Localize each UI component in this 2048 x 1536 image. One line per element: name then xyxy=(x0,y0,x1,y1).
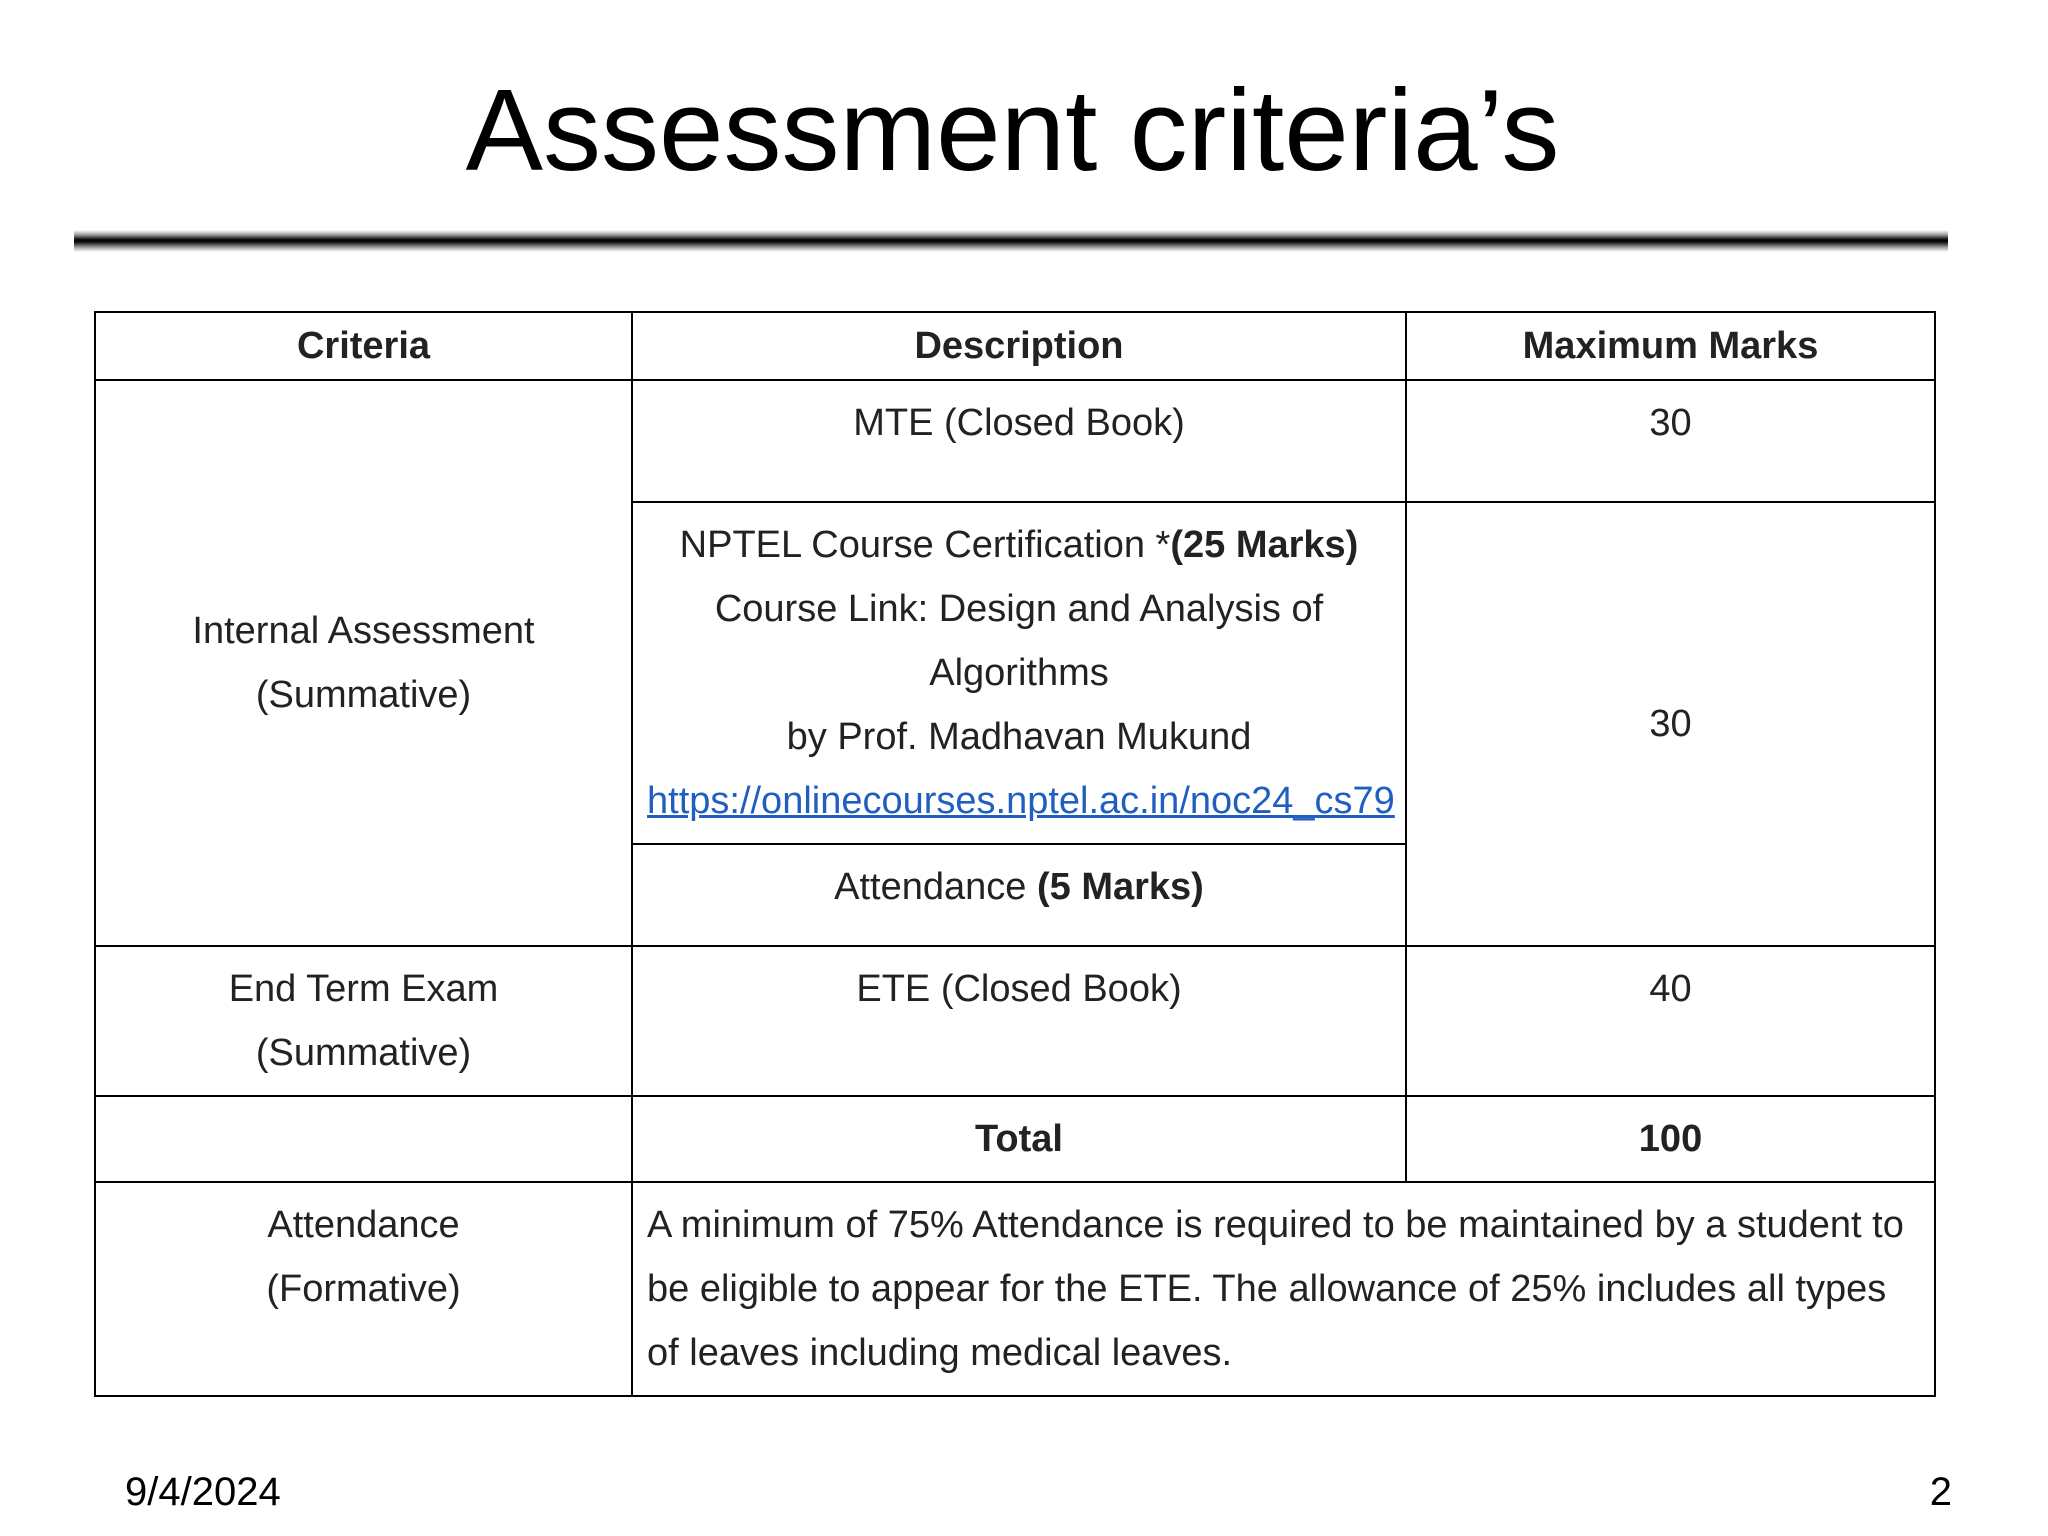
table-row-total xyxy=(95,1096,1935,1182)
total-label: Total xyxy=(632,1096,1406,1182)
title-divider xyxy=(74,230,1948,252)
nptel-course-link[interactable]: https://onlinecourses.nptel.ac.in/noc24_cs79 xyxy=(647,780,1395,822)
slide-number: 2 xyxy=(1929,1470,1952,1514)
criteria-label: Internal Assessment xyxy=(192,610,535,652)
table-row xyxy=(95,946,1935,1096)
criteria-label: End Term Exam xyxy=(228,968,499,1010)
total-marks: 100 xyxy=(1406,1096,1935,1182)
description-ete: ETE (Closed Book) xyxy=(632,946,1406,1096)
marks-mte: 30 xyxy=(1406,380,1935,502)
marks-nptel-attendance: 30 xyxy=(1406,502,1935,946)
description-mte: MTE (Closed Book) xyxy=(632,380,1406,502)
marks-ete: 40 xyxy=(1406,946,1935,1096)
description-attendance-internal xyxy=(632,844,1406,946)
description-nptel xyxy=(632,502,1406,844)
assessment-table xyxy=(94,311,1936,1397)
criteria-sublabel: (Summative) xyxy=(255,674,472,716)
criteria-end-term-exam xyxy=(95,946,632,1096)
slide-date: 9/4/2024 xyxy=(125,1470,281,1514)
attendance-marks-note: (5 Marks) xyxy=(1036,866,1204,908)
criteria-attendance-formative xyxy=(95,1182,632,1396)
slide-title: Assessment criteria’s xyxy=(465,65,1560,195)
table-header-row xyxy=(95,312,1935,380)
criteria-sublabel: (Formative) xyxy=(266,1268,461,1310)
table-row xyxy=(95,380,1935,502)
assessment-table-container xyxy=(94,311,1934,1397)
table-row xyxy=(95,1182,1935,1396)
total-empty-cell xyxy=(95,1096,632,1182)
nptel-marks-note: (25 Marks) xyxy=(1170,524,1359,566)
nptel-label: NPTEL Course Certification * xyxy=(679,524,1171,566)
header-criteria: Criteria xyxy=(95,312,632,380)
criteria-internal-assessment xyxy=(95,380,632,946)
attendance-policy-text: A minimum of 75% Attendance is required to be maintained by a student to be eligible to appear for the ETE. The allowance of 25% includes all types of leaves including medical leaves. xyxy=(632,1182,1935,1396)
criteria-sublabel: (Summative) xyxy=(255,1032,472,1074)
nptel-course-line: Course Link: Design and Analysis of Algorithms xyxy=(714,588,1324,694)
attendance-label: Attendance xyxy=(834,866,1037,908)
nptel-instructor-line: by Prof. Madhavan Mukund xyxy=(786,716,1252,758)
header-maximum-marks: Maximum Marks xyxy=(1406,312,1935,380)
header-description: Description xyxy=(632,312,1406,380)
criteria-label: Attendance xyxy=(267,1204,460,1246)
